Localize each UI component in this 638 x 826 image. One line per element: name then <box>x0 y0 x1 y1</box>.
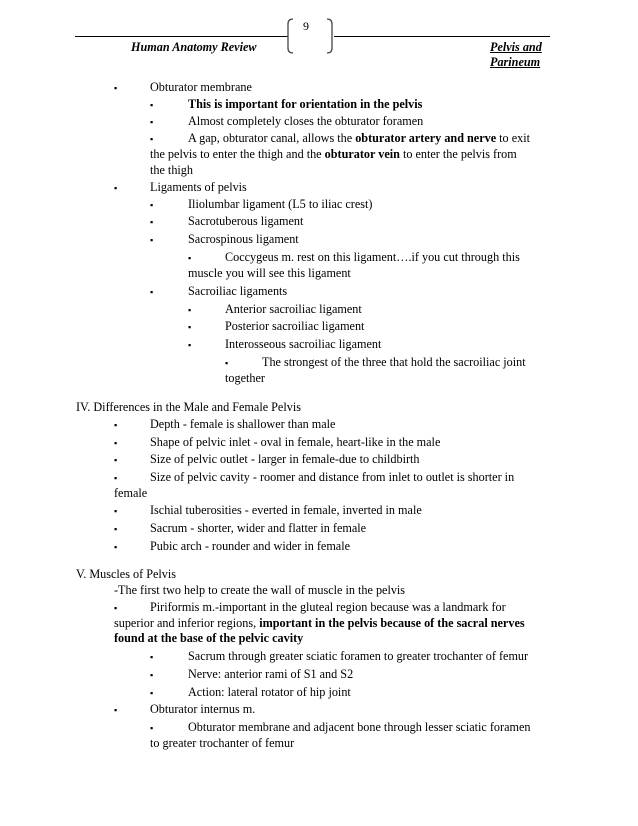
ligament-item-3-sub-line2: muscle you will see this ligament <box>188 266 351 280</box>
ligament-item-4-sub-1: Anterior sacroiliac ligament <box>225 302 362 316</box>
header-right-title-2: Parineum <box>490 55 541 69</box>
obturator-internus-sub-line1: Obturator membrane and adjacent bone through lesser sciatic foramen <box>188 720 531 734</box>
ligament-item-4-sub-3: Interosseous sacroiliac ligament <box>225 337 382 351</box>
piriformis-sub-1: Sacrum through greater sciatic foramen to greater trochanter of femur <box>188 649 529 663</box>
piriformis-line3 <box>114 631 303 646</box>
diff-item-6: Sacrum - shorter, wider and flatter in female <box>150 521 367 535</box>
ligament-item-1: Iliolumbar ligament (L5 to iliac crest) <box>188 197 373 211</box>
bold-text: important in the pelvis because of the sacral nerves <box>259 616 525 630</box>
bold-text: obturator artery and nerve <box>355 131 497 145</box>
obturator-item-3-line2 <box>150 147 517 162</box>
page-number-bracket <box>285 17 335 55</box>
obturator-item-1-text: This is important for orientation in the pelvis <box>188 97 423 111</box>
diff-item-7: Pubic arch - rounder and wider in female <box>150 539 350 553</box>
ligament-note-line2: together <box>225 371 265 385</box>
obturator-item-3-line3: the thigh <box>150 163 193 177</box>
piriformis-sub-3: Action: lateral rotator of hip joint <box>188 685 351 699</box>
header-left-title: Human Anatomy Review <box>131 40 257 54</box>
ligament-item-4: Sacroiliac ligaments <box>188 284 288 298</box>
obturator-item-2: Almost completely closes the obturator foramen <box>188 114 424 128</box>
obturator-internus: Obturator internus m. <box>150 702 256 716</box>
text: to enter the pelvis from <box>399 147 517 161</box>
diff-item-5: Ischial tuberosities - everted in female, inverted in male <box>150 503 422 517</box>
header-rule-right <box>334 36 550 37</box>
obturator-internus-sub-line2: to greater trochanter of femur <box>150 736 295 750</box>
ligament-item-4-sub-2: Posterior sacroiliac ligament <box>225 319 365 333</box>
obturator-title: Obturator membrane <box>150 80 252 94</box>
text: the pelvis to enter the thigh and the <box>150 147 325 161</box>
piriformis-line1: Piriformis m.-important in the gluteal region because was a landmark for <box>150 600 506 614</box>
diff-item-4-line2: female <box>114 486 148 500</box>
bold-text: obturator vein <box>324 147 400 161</box>
page-number: 9 <box>303 19 309 33</box>
piriformis-sub-2: Nerve: anterior rami of S1 and S2 <box>188 667 354 681</box>
ligaments-title: Ligaments of pelvis <box>150 180 247 194</box>
obturator-item-3-line1 <box>188 131 530 146</box>
obturator-item-1 <box>188 97 422 112</box>
ligament-item-3-sub-line1: Coccygeus m. rest on this ligament….if you cut through this <box>225 250 520 264</box>
text: to exit <box>496 131 530 145</box>
header-rule <box>75 36 288 37</box>
diff-item-1: Depth - female is shallower than male <box>150 417 336 431</box>
piriformis-line2 <box>114 616 525 631</box>
diff-item-2: Shape of pelvic inlet - oval in female, heart-like in the male <box>150 435 441 449</box>
diff-item-3: Size of pelvic outlet - larger in female-due to childbirth <box>150 452 420 466</box>
text: A gap, obturator canal, allows the <box>188 131 356 145</box>
section-heading: V. Muscles of Pelvis <box>76 567 176 581</box>
ligament-item-3: Sacrospinous ligament <box>188 232 299 246</box>
diff-item-4-line1: Size of pelvic cavity - roomer and distance from inlet to outlet is shorter in <box>150 470 515 484</box>
text: superior and inferior regions, <box>114 616 260 630</box>
section-heading: IV. Differences in the Male and Female Pelvis <box>76 400 301 414</box>
ligament-item-2: Sacrotuberous ligament <box>188 214 304 228</box>
ligament-note-line1: The strongest of the three that hold the sacroiliac joint <box>262 355 526 369</box>
header-right-title-1: Pelvis and <box>490 40 542 54</box>
muscles-intro: -The first two help to create the wall of muscle in the pelvis <box>114 583 406 597</box>
bold-text: found at the base of the pelvic cavity <box>114 631 304 645</box>
